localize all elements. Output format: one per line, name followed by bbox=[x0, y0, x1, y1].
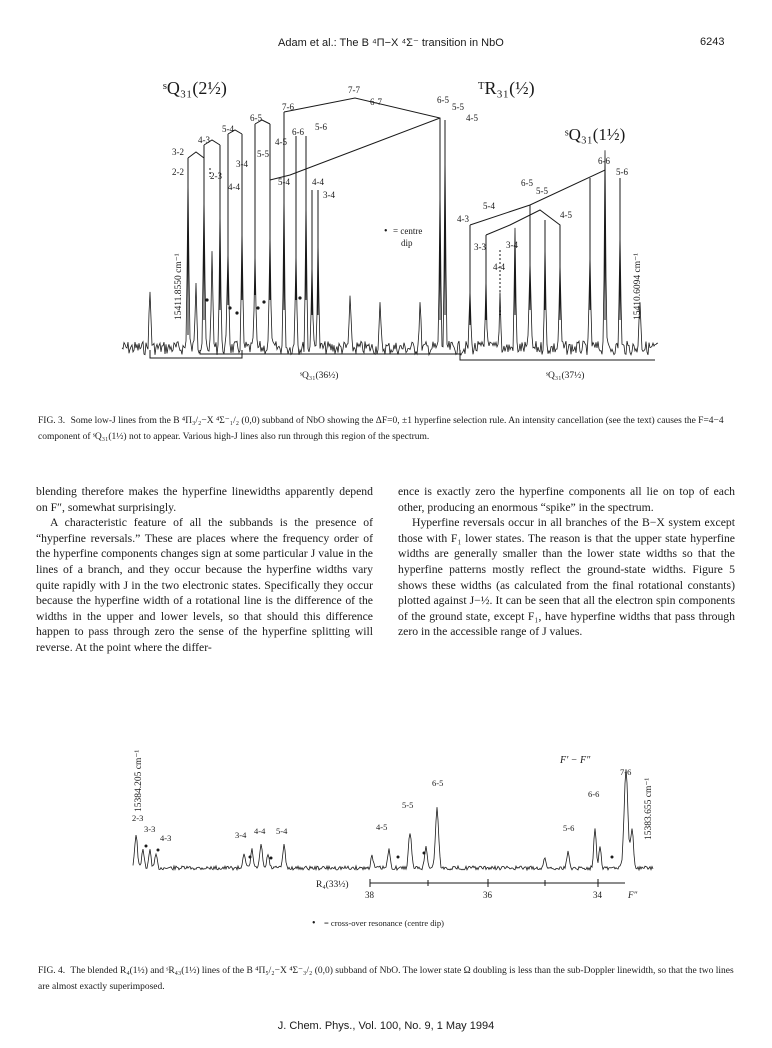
hf-label: 6-5 bbox=[521, 178, 533, 188]
hf-label: 4-5 bbox=[560, 210, 572, 220]
fig4-caption-label: FIG. 4. bbox=[38, 966, 66, 976]
hf-label: 4-3 bbox=[198, 135, 210, 145]
hf-label: 4-4 bbox=[493, 262, 505, 272]
hf-label: 7-7 bbox=[348, 85, 360, 95]
hf-label: 4-5 bbox=[275, 137, 287, 147]
peak-label: 4-5 bbox=[376, 822, 388, 832]
fig4-caption bbox=[38, 963, 738, 995]
fig4-scale-tick: 38 bbox=[365, 890, 374, 900]
peak-label: 5-6 bbox=[563, 823, 575, 833]
hf-label: 4-4 bbox=[312, 177, 324, 187]
hf-label: 6-6 bbox=[292, 127, 304, 137]
hf-label: 6-6 bbox=[598, 156, 610, 166]
body-column-left bbox=[36, 484, 373, 656]
hf-label: 6-5 bbox=[250, 113, 262, 123]
hf-label: 2-3 bbox=[210, 171, 222, 181]
fig3-caption bbox=[38, 413, 738, 445]
hf-label: 5-4 bbox=[222, 124, 234, 134]
fig4-spectrum-trace bbox=[133, 769, 653, 870]
fig3-caption-label: FIG. 3. bbox=[38, 416, 66, 426]
journal-footer: J. Chem. Phys., Vol. 100, No. 9, 1 May 1994 bbox=[277, 1020, 495, 1032]
body-paragraph: A characteristic feature of all the subbands is the presence of “hyperfine reversals.” These are places where the frequency order of the hyperfine components changes sign at some particular J value in the lines of a branch, and they occur because the hyperfine widths vary quite rapidly with J in the two electronic states. Specifically they occur because the hyperfine width of a rotational line is the difference of the widths in the upper and lower levels, so that should this difference happen to pass through zero the sense of the hyperfine splitting will reverse. At the point where the differ- bbox=[36, 516, 373, 654]
hf-label: 5-4 bbox=[278, 177, 290, 187]
peak-label: 7-6 bbox=[620, 767, 632, 777]
hf-label: 6-5 bbox=[437, 95, 449, 105]
fig4-right-wavenumber: 15383.655 cm⁻¹ bbox=[644, 777, 654, 840]
page-number: 6243 bbox=[700, 36, 725, 48]
fig3-caption-text: Some low-J lines from the B ⁴Π₃/₂−X ⁴Σ⁻₁/₂ (0,0) subband of NbO showing the ΔF=0, ±1 hyperfine selection rule. An intensity cancellation (see the text) causes the F=4−4 component of ˢQ₃₁(1½) not to appear. Various high-J lines also run through this region of the spectrum. bbox=[38, 416, 724, 442]
hf-label: 3-2 bbox=[172, 147, 184, 157]
peak-label: 4-3 bbox=[160, 833, 172, 843]
branch-label-sq31-37half: ˢQ₃₁(37½) bbox=[546, 371, 585, 381]
hf-label: 5-6 bbox=[616, 167, 628, 177]
fig4-scale-unit: F″ bbox=[628, 890, 638, 900]
branch-label-sq31-36half: ˢQ₃₁(36½) bbox=[300, 371, 339, 381]
hf-label: 6-7 bbox=[370, 97, 382, 107]
body-column-right bbox=[398, 484, 735, 640]
fig4-branch-label: R₄(33½) bbox=[316, 880, 349, 890]
peak-label: 3-4 bbox=[235, 830, 247, 840]
hf-label: 3-4 bbox=[506, 240, 518, 250]
hf-label: 5-5 bbox=[257, 149, 269, 159]
peak-label: 6-6 bbox=[588, 789, 600, 799]
hf-label: 3-4 bbox=[236, 159, 248, 169]
figure-4-spectrum bbox=[0, 740, 772, 940]
peak-label: 5-4 bbox=[276, 826, 288, 836]
hf-label: 3-4 bbox=[323, 190, 335, 200]
fig3-left-wavenumber: 15411.8550 cm⁻¹ bbox=[174, 253, 184, 320]
branch-label-sq31-2half: ˢQ₃₁(2½) bbox=[163, 78, 227, 98]
hf-label: 2-2 bbox=[172, 167, 184, 177]
peak-label: 6-5 bbox=[432, 778, 444, 788]
body-paragraph: ence is exactly zero the hyperfine components all lie on top of each other, producing an enormous “spike” in the spectrum. bbox=[398, 485, 735, 514]
marker-lines-right bbox=[445, 120, 620, 325]
figure-3-spectrum bbox=[0, 60, 772, 385]
fig4-peak-labels bbox=[132, 767, 631, 843]
fig4-left-wavenumber: 15384.205 cm⁻¹ bbox=[134, 749, 144, 812]
fig4-j-scale bbox=[370, 879, 625, 887]
hf-label: 5-4 bbox=[483, 201, 495, 211]
hf-label: 5-5 bbox=[536, 186, 548, 196]
peak-label: 5-5 bbox=[402, 800, 414, 810]
fig3-spectrum-trace bbox=[122, 150, 658, 355]
fig4-crossover-dots bbox=[145, 845, 614, 860]
hf-label: 4-3 bbox=[457, 214, 469, 224]
fig4-legend-dot: • bbox=[312, 918, 316, 929]
peak-label: 4-4 bbox=[254, 826, 266, 836]
hf-label: 7-6 bbox=[282, 102, 294, 112]
peak-label: 2-3 bbox=[132, 813, 144, 823]
body-paragraph: blending therefore makes the hyperfine linewidths apparently depend on F″, somewhat surprisingly. bbox=[36, 485, 373, 514]
branch-label-tr31-half: ᵀR₃₁(½) bbox=[478, 78, 535, 98]
branch-label-sq31-1half: ˢQ₃₁(1½) bbox=[565, 125, 626, 144]
hf-label: 3-3 bbox=[474, 242, 486, 252]
hf-label: 4-4 bbox=[228, 182, 240, 192]
fig4-scale-tick: 34 bbox=[593, 890, 602, 900]
fig3-bottom-brackets bbox=[150, 350, 655, 360]
body-paragraph: Hyperfine reversals occur in all branches of the B−X system except those with F₁ lower states. The reason is that the upper state hyperfine widths are generally smaller than the lower state widths so that the hyperfine patterns mostly reflect the ground-state widths. Figure 5 shows these widths (as calculated from the final rotational constants) plotted against J−½. It can be seen that all the electron spin components of the ground state, except F₁, have hyperfine widths that pass through zero in the accessible range of J values. bbox=[398, 516, 735, 639]
peak-label: 3-3 bbox=[144, 824, 156, 834]
fig4-axis-title: F′ − F″ bbox=[560, 755, 591, 766]
fig3-legend-text: = centre bbox=[393, 226, 423, 236]
fig4-legend-text: = cross-over resonance (centre dip) bbox=[324, 918, 444, 928]
fig3-legend-text-2: dip bbox=[401, 238, 413, 248]
hf-label: 5-6 bbox=[315, 122, 327, 132]
running-title: Adam et al.: The B ⁴Π−X ⁴Σ⁻ transition in NbO bbox=[278, 37, 504, 49]
fig3-right-wavenumber: 15410.6094 cm⁻¹ bbox=[633, 253, 643, 320]
fig4-scale-tick: 36 bbox=[483, 890, 492, 900]
fig3-legend-dot: • bbox=[384, 226, 388, 237]
hf-label: 4-5 bbox=[466, 113, 478, 123]
fig4-caption-text: The blended R₄(1½) and ˢR₄₃(1½) lines of the B ⁴Π₅/₂−X ⁴Σ⁻₃/₂ (0,0) subband of NbO. The lower state Ω doubling is less than the sub-Doppler linewidth, so that the two lines are almost exactly superimposed. bbox=[38, 966, 734, 992]
hf-label: 5-5 bbox=[452, 102, 464, 112]
